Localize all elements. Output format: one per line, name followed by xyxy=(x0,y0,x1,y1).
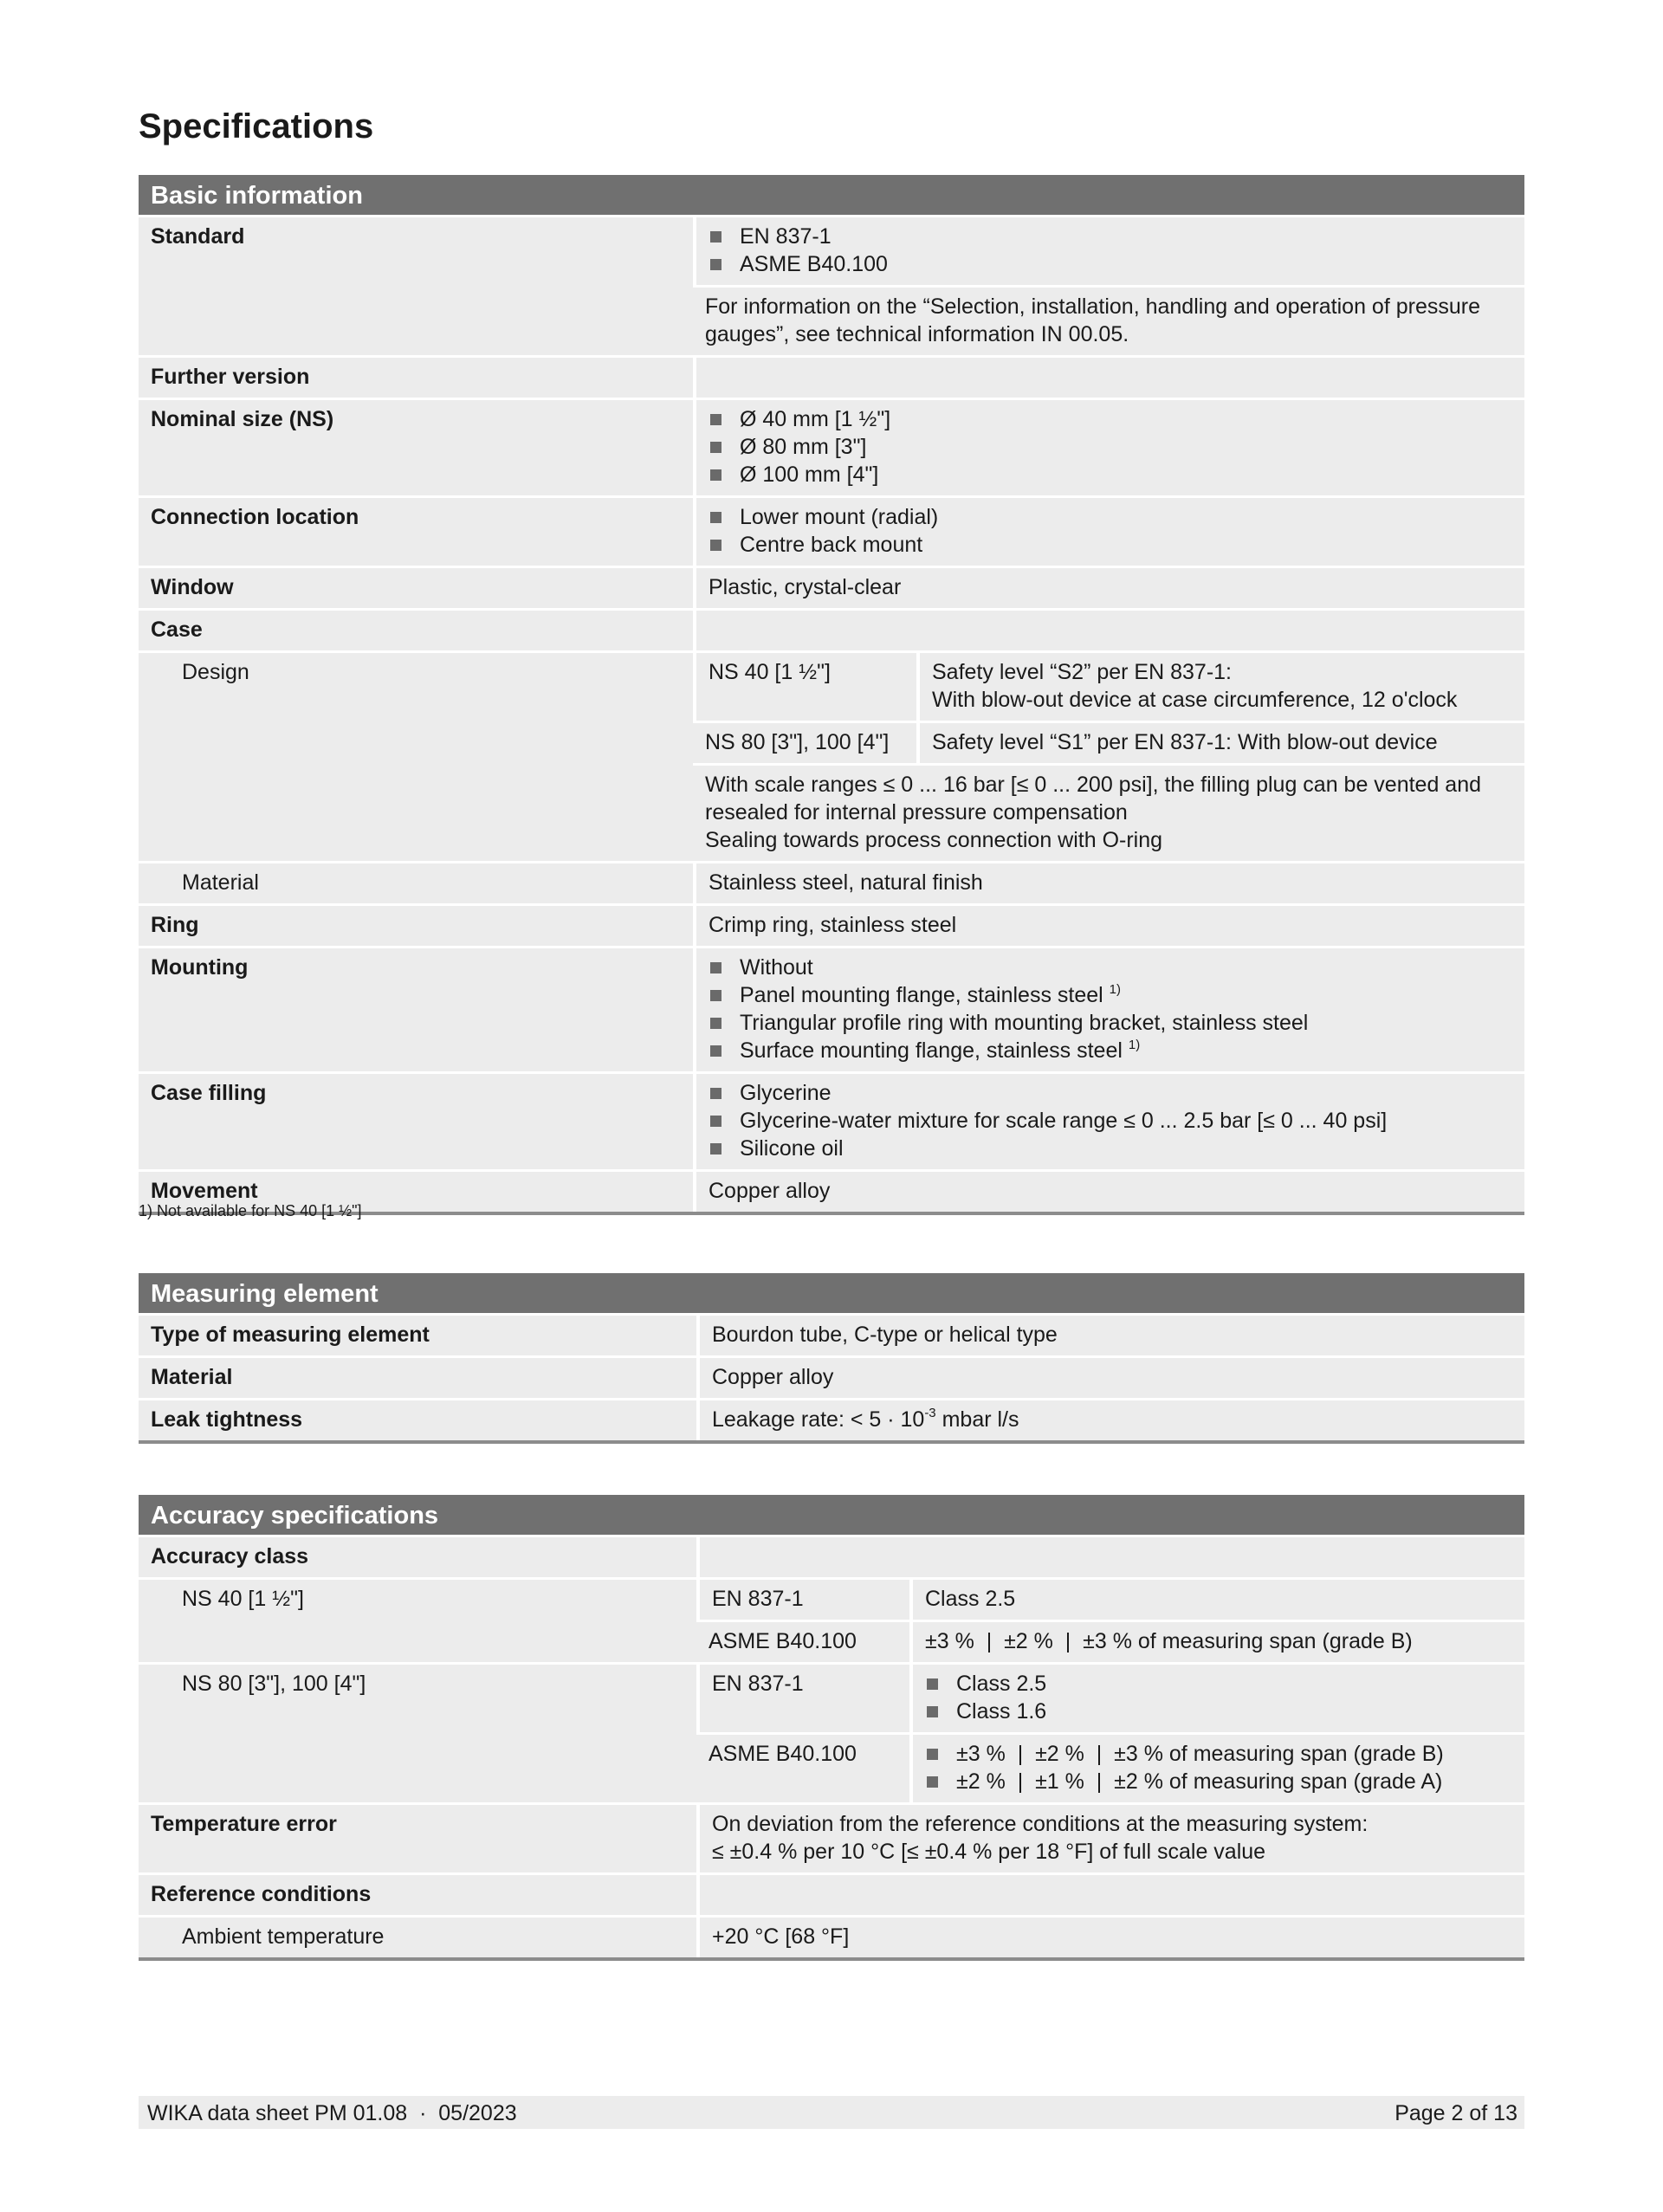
type-label: Type of measuring element xyxy=(139,1316,696,1355)
bullet-square-icon xyxy=(710,231,721,243)
ns80-en-value xyxy=(909,1665,1524,1732)
table-row xyxy=(139,863,1524,903)
nominal-size-label: Nominal size (NS) xyxy=(139,400,693,495)
reference-conditions-label: Reference conditions xyxy=(139,1875,696,1915)
ns80-label: NS 80 [3"], 100 [4"] xyxy=(139,1665,696,1802)
accuracy-table xyxy=(139,1535,1524,1960)
footer-document-id: WIKA data sheet PM 01.08 · 05/2023 xyxy=(147,2101,517,2125)
bullet-square-icon xyxy=(710,259,721,270)
list-item: Lower mount (radial) xyxy=(709,503,1512,531)
table-row xyxy=(139,568,1524,608)
table-row xyxy=(139,1918,1524,1957)
bullet-square-icon xyxy=(927,1678,938,1690)
material-value: Copper alloy xyxy=(696,1358,1524,1398)
case-filling-value xyxy=(693,1074,1524,1169)
list-item: Glycerine xyxy=(709,1079,1512,1107)
temperature-error-line-1: On deviation from the reference conditions at the measuring system: xyxy=(712,1812,1369,1836)
window-label: Window xyxy=(139,568,693,608)
table-row xyxy=(139,400,1524,495)
design-ns80-value: Safety level “S1” per EN 837-1: With blow-out device xyxy=(916,723,1524,763)
bullet-square-icon xyxy=(710,1045,721,1057)
table-row xyxy=(139,611,1524,650)
case-filling-label: Case filling xyxy=(139,1074,693,1169)
accuracy-section xyxy=(139,1495,1524,1961)
connection-location-value xyxy=(693,498,1524,566)
ns80-asme-value xyxy=(909,1735,1524,1802)
accuracy-class-value xyxy=(696,1537,1524,1577)
measuring-element-table xyxy=(139,1313,1524,1443)
mounting-value xyxy=(693,948,1524,1071)
measuring-element-section xyxy=(139,1273,1524,1444)
design-ns40-line-2: With blow-out device at case circumference, 12 o'clock xyxy=(932,688,1458,712)
material-label: Material xyxy=(139,1358,696,1398)
section-header-accuracy: Accuracy specifications xyxy=(139,1495,1524,1535)
bullet-square-icon xyxy=(710,442,721,453)
section-header-basic: Basic information xyxy=(139,175,1524,215)
page-footer xyxy=(139,2096,1524,2129)
mounting-label: Mounting xyxy=(139,948,693,1071)
ns40-asme-label: ASME B40.100 xyxy=(696,1622,909,1662)
table-row xyxy=(139,1358,1524,1398)
table-row xyxy=(139,1074,1524,1169)
further-version-value xyxy=(693,358,1524,398)
bullet-square-icon xyxy=(710,1088,721,1099)
list-item: Class 2.5 xyxy=(925,1670,1512,1698)
list-item: Silicone oil xyxy=(709,1135,1512,1162)
ns40-en-value: Class 2.5 xyxy=(909,1580,1524,1620)
further-version-label: Further version xyxy=(139,358,693,398)
movement-value: Copper alloy xyxy=(693,1172,1524,1212)
bullet-square-icon xyxy=(710,469,721,481)
list-item: ±3 % | ±2 % | ±3 % of measuring span (grade B) xyxy=(925,1740,1512,1768)
movement-label: Movement xyxy=(139,1172,693,1212)
bullet-square-icon xyxy=(710,540,721,551)
table-row xyxy=(139,1537,1524,1577)
table-row xyxy=(139,1805,1524,1872)
leak-tightness-value: Leakage rate: < $5 \cdot 10^{-3}$ mbar l/s xyxy=(696,1400,1524,1440)
list-item: Ø 40 mm [1 ½"] xyxy=(709,405,1512,433)
table-row xyxy=(139,358,1524,398)
reference-conditions-value xyxy=(696,1875,1524,1915)
design-note-line-1: With scale ranges ≤ 0 ... 16 bar [≤ 0 ... 200 psi], the filling plug can be vented and resealed for internal pressure compensation xyxy=(705,773,1482,825)
table-row xyxy=(139,1665,1524,1732)
list-item: Ø 100 mm [4"] xyxy=(709,461,1512,488)
standard-label: Standard xyxy=(139,217,693,355)
bullet-square-icon xyxy=(710,962,721,973)
nominal-size-value xyxy=(693,400,1524,495)
footnote: 1) Not available for NS 40 [1 ½"] xyxy=(139,1202,362,1219)
list-item: Ø 80 mm [3"] xyxy=(709,433,1512,461)
design-note-line-2: Sealing towards process connection with O-ring xyxy=(705,828,1163,852)
case-value xyxy=(693,611,1524,650)
type-value: Bourdon tube, C-type or helical type xyxy=(696,1316,1524,1355)
table-row xyxy=(139,948,1524,1071)
list-item: Panel mounting flange, stainless steel $^{1)}$ xyxy=(709,981,1512,1009)
design-ns80-label: NS 80 [3"], 100 [4"] xyxy=(693,723,916,763)
standard-note: For information on the “Selection, installation, handling and operation of pressure gauges”, see technical information IN 00.05. xyxy=(693,288,1524,355)
ns40-asme-value: ±3 % | ±2 % | ±3 % of measuring span (grade B) xyxy=(909,1622,1524,1662)
bullet-square-icon xyxy=(710,1143,721,1155)
material-value: Stainless steel, natural finish xyxy=(693,863,1524,903)
footer-page-number: Page 2 of 13 xyxy=(1394,2101,1517,2125)
bullet-square-icon xyxy=(927,1776,938,1788)
leak-tightness-label: Leak tightness xyxy=(139,1400,696,1440)
list-item: Surface mounting flange, stainless steel $^{1)}$ xyxy=(709,1037,1512,1064)
ring-label: Ring xyxy=(139,906,693,946)
list-item: Glycerine-water mixture for scale range ≤ 0 ... 2.5 bar [≤ 0 ... 40 psi] xyxy=(709,1107,1512,1135)
ns80-asme-label: ASME B40.100 xyxy=(696,1735,909,1802)
table-row xyxy=(139,1875,1524,1915)
footnote-mark: 1) xyxy=(1128,1038,1141,1052)
ambient-temperature-label: Ambient temperature xyxy=(139,1918,696,1957)
bullet-square-icon xyxy=(710,414,721,425)
list-item: ASME B40.100 xyxy=(709,250,1512,278)
design-ns40-label: NS 40 [1 ½"] xyxy=(693,653,916,721)
material-label: Material xyxy=(139,863,693,903)
bullet-square-icon xyxy=(710,1018,721,1029)
table-row xyxy=(139,217,1524,285)
list-item: Without xyxy=(709,954,1512,981)
basic-information-section xyxy=(139,175,1524,1215)
list-item: Class 1.6 xyxy=(925,1698,1512,1725)
basic-information-table xyxy=(139,215,1524,1214)
connection-location-label: Connection location xyxy=(139,498,693,566)
list-item: ±2 % | ±1 % | ±2 % of measuring span (grade A) xyxy=(925,1768,1512,1795)
bullet-square-icon xyxy=(710,512,721,523)
page-title: Specifications xyxy=(139,107,374,146)
ns80-en-label: EN 837-1 xyxy=(696,1665,909,1732)
ns40-en-label: EN 837-1 xyxy=(696,1580,909,1620)
footnote-mark: 1) xyxy=(1109,982,1121,997)
design-note xyxy=(693,766,1524,861)
table-row xyxy=(139,498,1524,566)
design-ns40-line-1: Safety level “S2” per EN 837-1: xyxy=(932,660,1232,684)
bullet-square-icon xyxy=(927,1706,938,1717)
table-row xyxy=(139,906,1524,946)
section-bottom-rule xyxy=(139,1957,1524,1961)
bullet-square-icon xyxy=(710,990,721,1001)
table-row xyxy=(139,1400,1524,1440)
table-row xyxy=(139,653,1524,721)
accuracy-class-label: Accuracy class xyxy=(139,1537,696,1577)
table-row xyxy=(139,1316,1524,1355)
ambient-temperature-value: +20 °C [68 °F] xyxy=(696,1918,1524,1957)
list-item: EN 837-1 xyxy=(709,223,1512,250)
bullet-square-icon xyxy=(710,1116,721,1127)
section-header-measuring: Measuring element xyxy=(139,1273,1524,1313)
section-bottom-rule xyxy=(139,1440,1524,1444)
design-ns40-value xyxy=(916,653,1524,721)
bullet-square-icon xyxy=(927,1749,938,1760)
temperature-error-line-2: ≤ ±0.4 % per 10 °C [≤ ±0.4 % per 18 °F] of full scale value xyxy=(712,1840,1266,1864)
design-label: Design xyxy=(139,653,693,861)
ring-value: Crimp ring, stainless steel xyxy=(693,906,1524,946)
standard-value xyxy=(693,217,1524,285)
list-item: Centre back mount xyxy=(709,531,1512,559)
list-item: Triangular profile ring with mounting bracket, stainless steel xyxy=(709,1009,1512,1037)
temperature-error-value xyxy=(696,1805,1524,1872)
ns40-label: NS 40 [1 ½"] xyxy=(139,1580,696,1662)
table-row xyxy=(139,1580,1524,1620)
window-value: Plastic, crystal-clear xyxy=(693,568,1524,608)
temperature-error-label: Temperature error xyxy=(139,1805,696,1872)
case-label: Case xyxy=(139,611,693,650)
